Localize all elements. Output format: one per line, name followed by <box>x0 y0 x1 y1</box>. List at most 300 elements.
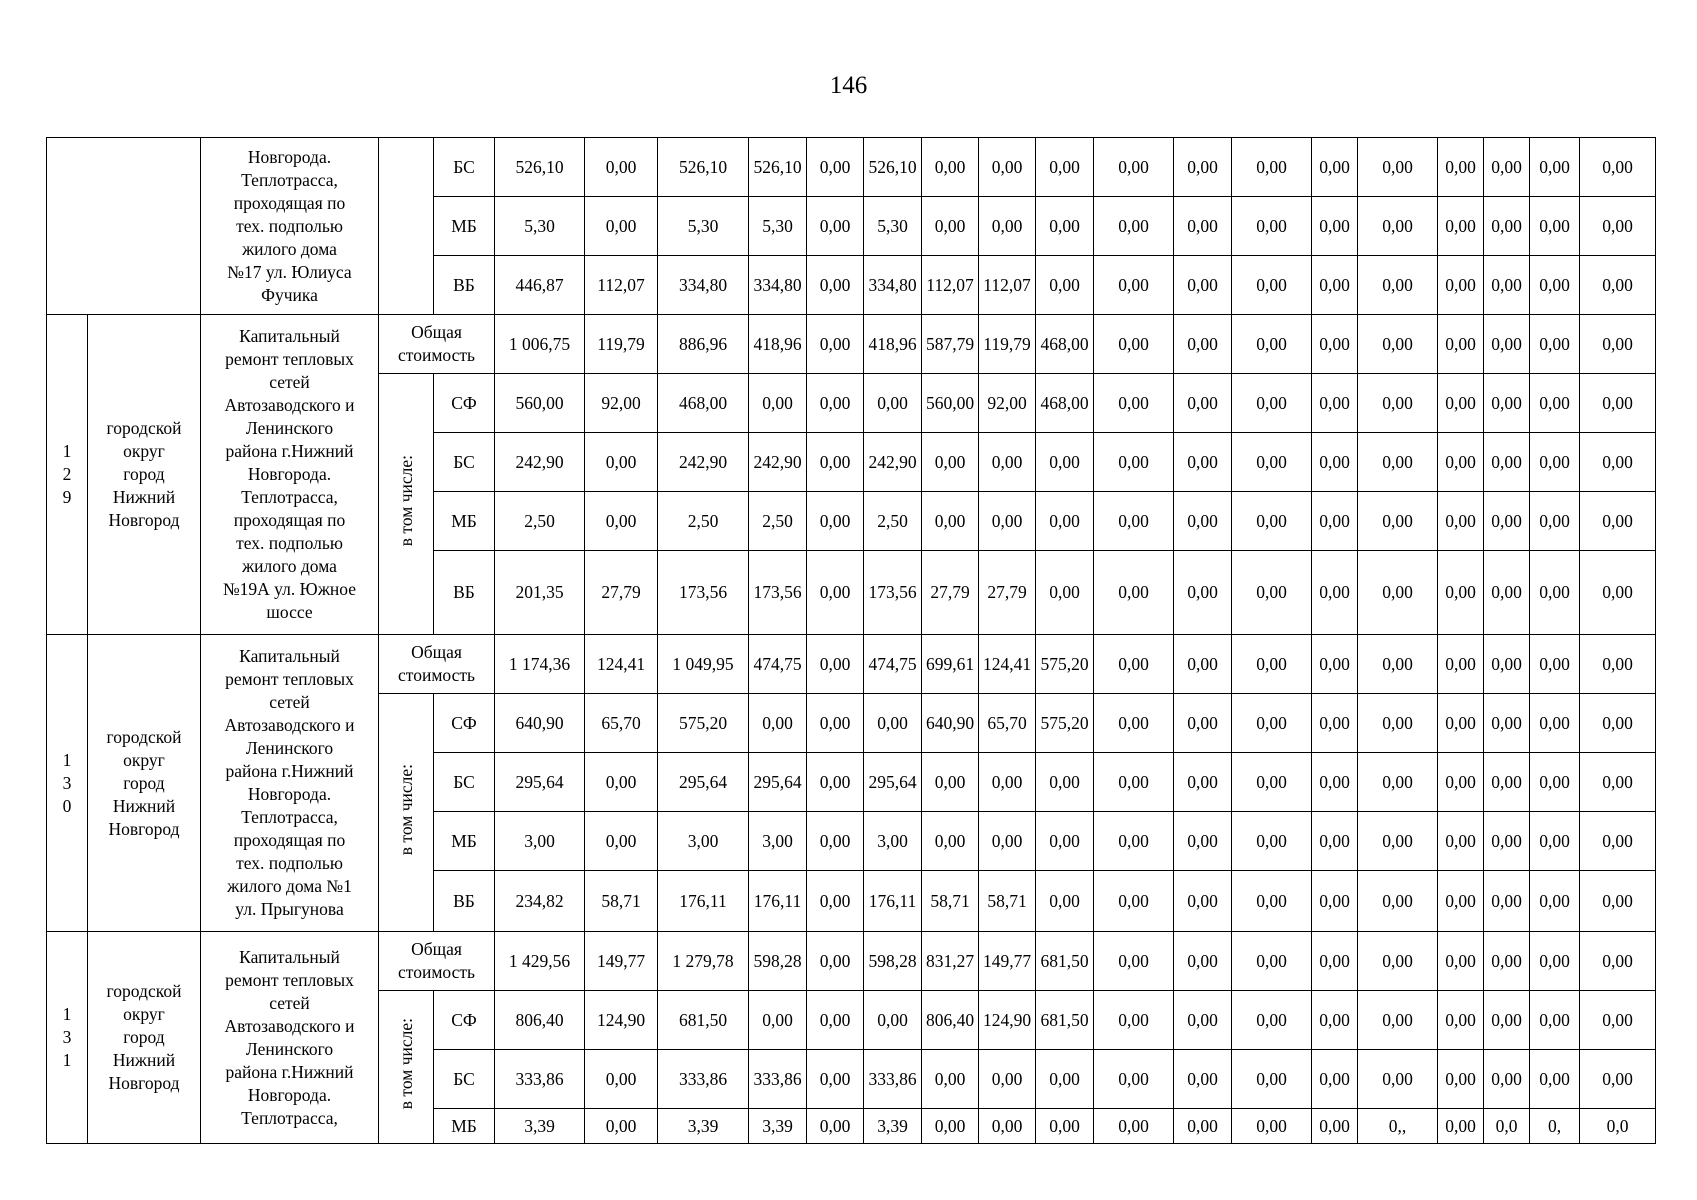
table-cell: 0,00 <box>1174 694 1232 753</box>
table-cell: 0,00 <box>922 492 979 551</box>
table-cell: 0,00 <box>1580 433 1656 492</box>
table-cell: 0,00 <box>1484 871 1530 932</box>
table-cell: 5,30 <box>749 197 807 256</box>
table-cell: 0,00 <box>1484 374 1530 433</box>
table-cell: 0,00 <box>1312 197 1358 256</box>
funding-source: СФ <box>434 374 495 433</box>
table-cell: 0,00 <box>1232 315 1312 374</box>
table-cell: 0,00 <box>1094 694 1174 753</box>
table-cell: 1 006,75 <box>495 315 585 374</box>
table-cell: 0,00 <box>1174 991 1232 1050</box>
table-cell: 0,00 <box>1580 374 1656 433</box>
table-cell: 92,00 <box>585 374 658 433</box>
table-cell: 5,30 <box>495 197 585 256</box>
table-cell: 0,00 <box>1232 812 1312 871</box>
including-label: в том числе: <box>379 694 434 932</box>
table-cell: 0,00 <box>1358 551 1438 635</box>
table-cell: 0,00 <box>749 374 807 433</box>
table-cell: 0,00 <box>1530 551 1580 635</box>
table-cell: 0,00 <box>1174 932 1232 991</box>
table-cell: 0,00 <box>922 1109 979 1144</box>
table-cell: 0,00 <box>1232 635 1312 694</box>
table-cell: 0,00 <box>1438 492 1484 551</box>
table-cell: 0,00 <box>1530 812 1580 871</box>
table-cell: 0,00 <box>1358 635 1438 694</box>
table-cell: 468,00 <box>1036 315 1094 374</box>
table-cell: 0,00 <box>807 315 864 374</box>
table-cell: 0,00 <box>1312 694 1358 753</box>
table-cell: 0,00 <box>979 812 1036 871</box>
table-cell: 3,39 <box>749 1109 807 1144</box>
object-name: Капитальный ремонт тепловых сетей Автозаводского и Ленинского района г.Нижний Новгорода. Теплотрасса, проходящая по тех. подполью жилого дома №19А ул. Южное шоссе <box>201 315 379 635</box>
table-cell: 119,79 <box>585 315 658 374</box>
table-cell: 1 279,78 <box>658 932 749 991</box>
table-cell: 0,00 <box>1312 1050 1358 1109</box>
table-cell: 0,00 <box>807 138 864 197</box>
table-cell: 0,00 <box>1174 492 1232 551</box>
table-cell: 0,00 <box>1036 812 1094 871</box>
table-cell: 0,00 <box>1036 753 1094 812</box>
table-cell: 2,50 <box>864 492 922 551</box>
table-cell: 0,00 <box>1094 551 1174 635</box>
funding-source: ВБ <box>434 871 495 932</box>
table-cell: 2,50 <box>749 492 807 551</box>
table-cell: 5,30 <box>658 197 749 256</box>
table-cell: 0,00 <box>1484 694 1530 753</box>
row-number: 1 2 9 <box>47 315 88 635</box>
table-cell: 0,00 <box>864 694 922 753</box>
table-cell: 526,10 <box>658 138 749 197</box>
table-cell: 0, <box>1530 1109 1580 1144</box>
table-cell: 0,00 <box>1232 932 1312 991</box>
table-cell: 0,00 <box>1580 635 1656 694</box>
table-cell: 242,90 <box>749 433 807 492</box>
page-number: 146 <box>829 72 868 99</box>
municipality: городской округ город Нижний Новгород <box>88 635 201 932</box>
table-cell: 0,00 <box>807 753 864 812</box>
table-cell: 0,00 <box>1530 256 1580 315</box>
table-cell: 242,90 <box>495 433 585 492</box>
table-cell: 0,00 <box>1036 197 1094 256</box>
table-cell: 468,00 <box>658 374 749 433</box>
table-cell: 0,00 <box>1530 374 1580 433</box>
table-cell: 681,50 <box>1036 932 1094 991</box>
table-cell: 0,00 <box>1438 433 1484 492</box>
funding-source: БС <box>434 753 495 812</box>
table-cell: 0,00 <box>1312 932 1358 991</box>
table-cell: 0,, <box>1358 1109 1438 1144</box>
table-cell: 1 174,36 <box>495 635 585 694</box>
table-cell: 112,07 <box>979 256 1036 315</box>
table-cell: 0,00 <box>1530 635 1580 694</box>
table-cell: 0,00 <box>979 1050 1036 1109</box>
table-cell: 831,27 <box>922 932 979 991</box>
table-cell: 3,39 <box>495 1109 585 1144</box>
table-cell: 0,00 <box>1232 871 1312 932</box>
table-cell: 0,00 <box>1484 551 1530 635</box>
funding-source: СФ <box>434 991 495 1050</box>
table-cell: 0,00 <box>1358 932 1438 991</box>
table-cell: 526,10 <box>749 138 807 197</box>
table-cell: 242,90 <box>864 433 922 492</box>
table-cell: 176,11 <box>749 871 807 932</box>
table-cell: 333,86 <box>495 1050 585 1109</box>
object-name: Капитальный ремонт тепловых сетей Автозаводского и Ленинского района г.Нижний Новгорода. Теплотрасса, проходящая по тех. подполью жилого дома №1 ул. Прыгунова <box>201 635 379 932</box>
table-cell: 0,00 <box>1438 1050 1484 1109</box>
table-cell: 0,00 <box>1312 1109 1358 1144</box>
table-cell: 0,00 <box>922 1050 979 1109</box>
table-cell: 124,41 <box>979 635 1036 694</box>
table-cell: 0,00 <box>1232 551 1312 635</box>
table-cell: 418,96 <box>864 315 922 374</box>
table-cell: 3,39 <box>864 1109 922 1144</box>
including-label: в том числе: <box>379 374 434 635</box>
table-cell: 0,00 <box>807 1109 864 1144</box>
table-cell: 0,00 <box>585 197 658 256</box>
table-cell: 0,00 <box>807 635 864 694</box>
table-cell: 0,00 <box>807 871 864 932</box>
row-number: 1 3 1 <box>47 932 88 1144</box>
table-cell: 468,00 <box>1036 374 1094 433</box>
table-cell: 0,00 <box>1484 433 1530 492</box>
table-cell: 0,00 <box>1174 197 1232 256</box>
table-cell: 0,00 <box>1232 991 1312 1050</box>
table-cell: 0,00 <box>1530 694 1580 753</box>
table-cell: 0,00 <box>1580 932 1656 991</box>
table-cell: 0,00 <box>1094 138 1174 197</box>
funding-source: ВБ <box>434 256 495 315</box>
table-cell: 0,00 <box>1530 1050 1580 1109</box>
table-cell: 0,00 <box>1580 197 1656 256</box>
table-cell: 560,00 <box>922 374 979 433</box>
table-cell: 234,82 <box>495 871 585 932</box>
table-cell: 119,79 <box>979 315 1036 374</box>
table-cell: 124,90 <box>585 991 658 1050</box>
table-cell: 1 429,56 <box>495 932 585 991</box>
table-cell: 0,00 <box>807 433 864 492</box>
table-cell: 58,71 <box>922 871 979 932</box>
total-cost-label: Общая стоимость <box>379 315 495 374</box>
table-cell: 0,00 <box>807 991 864 1050</box>
table-cell: 0,00 <box>1312 635 1358 694</box>
table-cell: 0,00 <box>922 433 979 492</box>
table-cell: 0,00 <box>1094 991 1174 1050</box>
table-cell: 0,00 <box>922 197 979 256</box>
table-cell: 587,79 <box>922 315 979 374</box>
table-cell: 0,00 <box>1358 1050 1438 1109</box>
table-cell: 0,00 <box>1484 1050 1530 1109</box>
table-cell: 0,00 <box>1484 932 1530 991</box>
table-cell: 0,00 <box>922 138 979 197</box>
table-cell: 3,39 <box>658 1109 749 1144</box>
funding-source: МБ <box>434 197 495 256</box>
table-cell: 27,79 <box>585 551 658 635</box>
table-cell: 0,00 <box>1312 812 1358 871</box>
table-cell: 0,00 <box>1438 374 1484 433</box>
table-cell: 0,00 <box>585 138 658 197</box>
table-cell: 333,86 <box>749 1050 807 1109</box>
table-cell: 176,11 <box>864 871 922 932</box>
funding-source: МБ <box>434 492 495 551</box>
table-cell: 0,00 <box>1232 374 1312 433</box>
table-cell: 27,79 <box>922 551 979 635</box>
table-cell <box>379 138 434 315</box>
table-cell: 526,10 <box>864 138 922 197</box>
table-cell: 0,00 <box>585 812 658 871</box>
table-cell: 173,56 <box>864 551 922 635</box>
table-cell: 295,64 <box>658 753 749 812</box>
table-cell: 0,00 <box>1312 753 1358 812</box>
table-cell: 0,00 <box>1580 991 1656 1050</box>
table-cell: 0,00 <box>1174 1109 1232 1144</box>
table-cell: 0,00 <box>807 256 864 315</box>
table-cell: 0,00 <box>1232 753 1312 812</box>
table-cell: 0,00 <box>1438 753 1484 812</box>
table-cell: 0,00 <box>1530 932 1580 991</box>
table-cell: 0,00 <box>1358 694 1438 753</box>
funding-source: СФ <box>434 694 495 753</box>
table-cell: 640,90 <box>495 694 585 753</box>
table-cell: 0,00 <box>1438 256 1484 315</box>
table-cell: 526,10 <box>495 138 585 197</box>
table-cell: 0,00 <box>1094 197 1174 256</box>
table-cell: 0,00 <box>1094 315 1174 374</box>
table-cell: 173,56 <box>749 551 807 635</box>
table-cell: 0,0 <box>1484 1109 1530 1144</box>
table-cell: 0,00 <box>1312 492 1358 551</box>
table-cell: 0,00 <box>1438 1109 1484 1144</box>
table-cell: 0,00 <box>1036 1050 1094 1109</box>
table-cell: 0,00 <box>1358 138 1438 197</box>
municipality: городской округ город Нижний Новгород <box>88 315 201 635</box>
table-cell: 598,28 <box>864 932 922 991</box>
table-cell: 0,00 <box>1580 256 1656 315</box>
table-cell: 0,00 <box>585 492 658 551</box>
table-cell: 0,00 <box>1530 315 1580 374</box>
table-cell: 0,00 <box>1358 256 1438 315</box>
table-cell: 0,00 <box>1232 694 1312 753</box>
table-cell: 0,00 <box>1094 1050 1174 1109</box>
table-cell: 0,00 <box>1530 433 1580 492</box>
table-cell: 0,00 <box>1312 138 1358 197</box>
table-cell: 3,00 <box>864 812 922 871</box>
table-cell: 0,00 <box>807 551 864 635</box>
table-cell: 0,00 <box>1484 991 1530 1050</box>
table-cell: 0,00 <box>1484 812 1530 871</box>
table-cell: 0,00 <box>1438 932 1484 991</box>
table-cell: 176,11 <box>658 871 749 932</box>
table-cell: 0,00 <box>1174 635 1232 694</box>
municipality: городской округ город Нижний Новгород <box>88 932 201 1144</box>
table-cell: 886,96 <box>658 315 749 374</box>
table-cell: 0,00 <box>1580 1050 1656 1109</box>
financing-table <box>46 137 1656 1144</box>
table-cell: 27,79 <box>979 551 1036 635</box>
table-cell: 58,71 <box>585 871 658 932</box>
total-cost-label: Общая стоимость <box>379 635 495 694</box>
funding-source: МБ <box>434 1109 495 1144</box>
table-cell: 112,07 <box>922 256 979 315</box>
table-row <box>47 138 1656 197</box>
table-cell: 0,00 <box>979 197 1036 256</box>
table-cell: 0,00 <box>1484 256 1530 315</box>
table-cell: 0,00 <box>585 1109 658 1144</box>
table-cell: 0,00 <box>585 753 658 812</box>
table-cell: 0,00 <box>922 753 979 812</box>
table-cell: 806,40 <box>922 991 979 1050</box>
table-cell: 0,00 <box>1174 1050 1232 1109</box>
table-cell: 0,00 <box>1358 753 1438 812</box>
table-cell: 0,00 <box>749 694 807 753</box>
table-cell: 446,87 <box>495 256 585 315</box>
table-cell: 0,00 <box>1036 138 1094 197</box>
table-cell: 0,00 <box>1580 871 1656 932</box>
table-cell: 0,00 <box>979 433 1036 492</box>
table-cell: 0,00 <box>1094 1109 1174 1144</box>
table-cell: 3,00 <box>495 812 585 871</box>
table-cell: 0,00 <box>1312 315 1358 374</box>
table-cell: 201,35 <box>495 551 585 635</box>
table-cell: 5,30 <box>864 197 922 256</box>
table-cell: 0,00 <box>585 1050 658 1109</box>
table-cell: 0,00 <box>1174 871 1232 932</box>
table-cell: 0,00 <box>1580 694 1656 753</box>
table-cell: 0,00 <box>1036 1109 1094 1144</box>
table-cell: 0,00 <box>1438 871 1484 932</box>
table-cell: 3,00 <box>658 812 749 871</box>
table-cell: 0,00 <box>1094 492 1174 551</box>
table-cell: 124,90 <box>979 991 1036 1050</box>
table-cell: 112,07 <box>585 256 658 315</box>
table-cell: 0,00 <box>1438 197 1484 256</box>
table-cell: 0,00 <box>1580 812 1656 871</box>
table-cell: 0,00 <box>1232 256 1312 315</box>
table-cell: 0,00 <box>807 492 864 551</box>
table-cell: 0,00 <box>1438 315 1484 374</box>
table-cell: 0,00 <box>1094 871 1174 932</box>
table-cell: 0,00 <box>1580 551 1656 635</box>
table-cell: 575,20 <box>1036 635 1094 694</box>
table-cell: 334,80 <box>658 256 749 315</box>
table-cell: 0,00 <box>1174 138 1232 197</box>
table-cell: 0,00 <box>1312 871 1358 932</box>
table-cell: 1 049,95 <box>658 635 749 694</box>
table-cell: 681,50 <box>658 991 749 1050</box>
table-cell: 0,00 <box>1484 315 1530 374</box>
table-cell: 0,00 <box>1358 991 1438 1050</box>
table-cell: 0,00 <box>807 932 864 991</box>
table-cell: 0,00 <box>1094 753 1174 812</box>
table-cell: 0,00 <box>807 374 864 433</box>
table-cell: 0,00 <box>1580 492 1656 551</box>
table-cell: 0,00 <box>1438 991 1484 1050</box>
table-cell: 92,00 <box>979 374 1036 433</box>
table-cell: 0,00 <box>1358 433 1438 492</box>
table-cell: 295,64 <box>495 753 585 812</box>
table-cell: 0,00 <box>1484 753 1530 812</box>
object-name: Новгорода. Теплотрасса, проходящая по тех. подполью жилого дома №17 ул. Юлиуса Фучика <box>201 138 379 315</box>
table-cell: 0,00 <box>1232 197 1312 256</box>
table-cell: 0,00 <box>1094 932 1174 991</box>
table-cell: 0,00 <box>1174 812 1232 871</box>
funding-source: БС <box>434 138 495 197</box>
table-cell: 0,00 <box>979 138 1036 197</box>
table-cell: 0,00 <box>1036 433 1094 492</box>
table-cell: 295,64 <box>749 753 807 812</box>
table-cell: 0,00 <box>1530 991 1580 1050</box>
table-cell: 806,40 <box>495 991 585 1050</box>
table-cell: 0,00 <box>749 991 807 1050</box>
table-cell: 0,00 <box>1036 256 1094 315</box>
table-cell: 58,71 <box>979 871 1036 932</box>
table-cell: 0,00 <box>864 374 922 433</box>
table-cell: 242,90 <box>658 433 749 492</box>
table-cell: 0,00 <box>1094 374 1174 433</box>
table-cell: 2,50 <box>658 492 749 551</box>
table-cell: 0,00 <box>1312 256 1358 315</box>
table-cell: 474,75 <box>864 635 922 694</box>
table-cell: 0,00 <box>1358 492 1438 551</box>
table-cell: 0,00 <box>807 197 864 256</box>
funding-source: БС <box>434 433 495 492</box>
table-cell: 334,80 <box>749 256 807 315</box>
table-cell: 0,00 <box>1174 433 1232 492</box>
table-cell: 0,00 <box>1232 1109 1312 1144</box>
table-cell: 0,00 <box>1438 551 1484 635</box>
table-cell: 0,00 <box>1530 753 1580 812</box>
table-cell: 0,00 <box>1358 315 1438 374</box>
table-cell: 0,00 <box>1580 138 1656 197</box>
table-cell: 65,70 <box>979 694 1036 753</box>
table-row <box>47 315 1656 374</box>
table-cell: 0,00 <box>1484 197 1530 256</box>
table-cell: 0,00 <box>1530 138 1580 197</box>
table-cell: 0,00 <box>1438 812 1484 871</box>
table-cell: 0,00 <box>922 812 979 871</box>
table-cell: 0,00 <box>1530 197 1580 256</box>
table-cell: 0,00 <box>1174 256 1232 315</box>
table-cell: 0,00 <box>1174 315 1232 374</box>
table-cell: 0,00 <box>807 812 864 871</box>
table-cell: 0,00 <box>1174 753 1232 812</box>
table-cell: 0,00 <box>1094 812 1174 871</box>
table-cell: 640,90 <box>922 694 979 753</box>
table-cell: 124,41 <box>585 635 658 694</box>
table-cell: 0,00 <box>1094 433 1174 492</box>
table-cell: 149,77 <box>979 932 1036 991</box>
table-cell: 0,00 <box>1438 138 1484 197</box>
object-name: Капитальный ремонт тепловых сетей Автозаводского и Ленинского района г.Нижний Новгорода. Теплотрасса, <box>201 932 379 1144</box>
table-row <box>47 635 1656 694</box>
table-cell: 418,96 <box>749 315 807 374</box>
table-cell: 173,56 <box>658 551 749 635</box>
table-cell: 0,00 <box>1036 492 1094 551</box>
table-cell: 0,00 <box>1094 256 1174 315</box>
table-cell: 474,75 <box>749 635 807 694</box>
table-cell: 295,64 <box>864 753 922 812</box>
table-cell: 149,77 <box>585 932 658 991</box>
table-cell: 0,00 <box>1358 871 1438 932</box>
funding-source: МБ <box>434 812 495 871</box>
table-cell: 0,00 <box>1036 871 1094 932</box>
row-number: 1 3 0 <box>47 635 88 932</box>
table-cell: 0,00 <box>1358 197 1438 256</box>
table-cell: 2,50 <box>495 492 585 551</box>
table-row <box>47 932 1656 991</box>
table-cell: 0,00 <box>1484 492 1530 551</box>
table-cell: 681,50 <box>1036 991 1094 1050</box>
table-cell: 0,0 <box>1580 1109 1656 1144</box>
